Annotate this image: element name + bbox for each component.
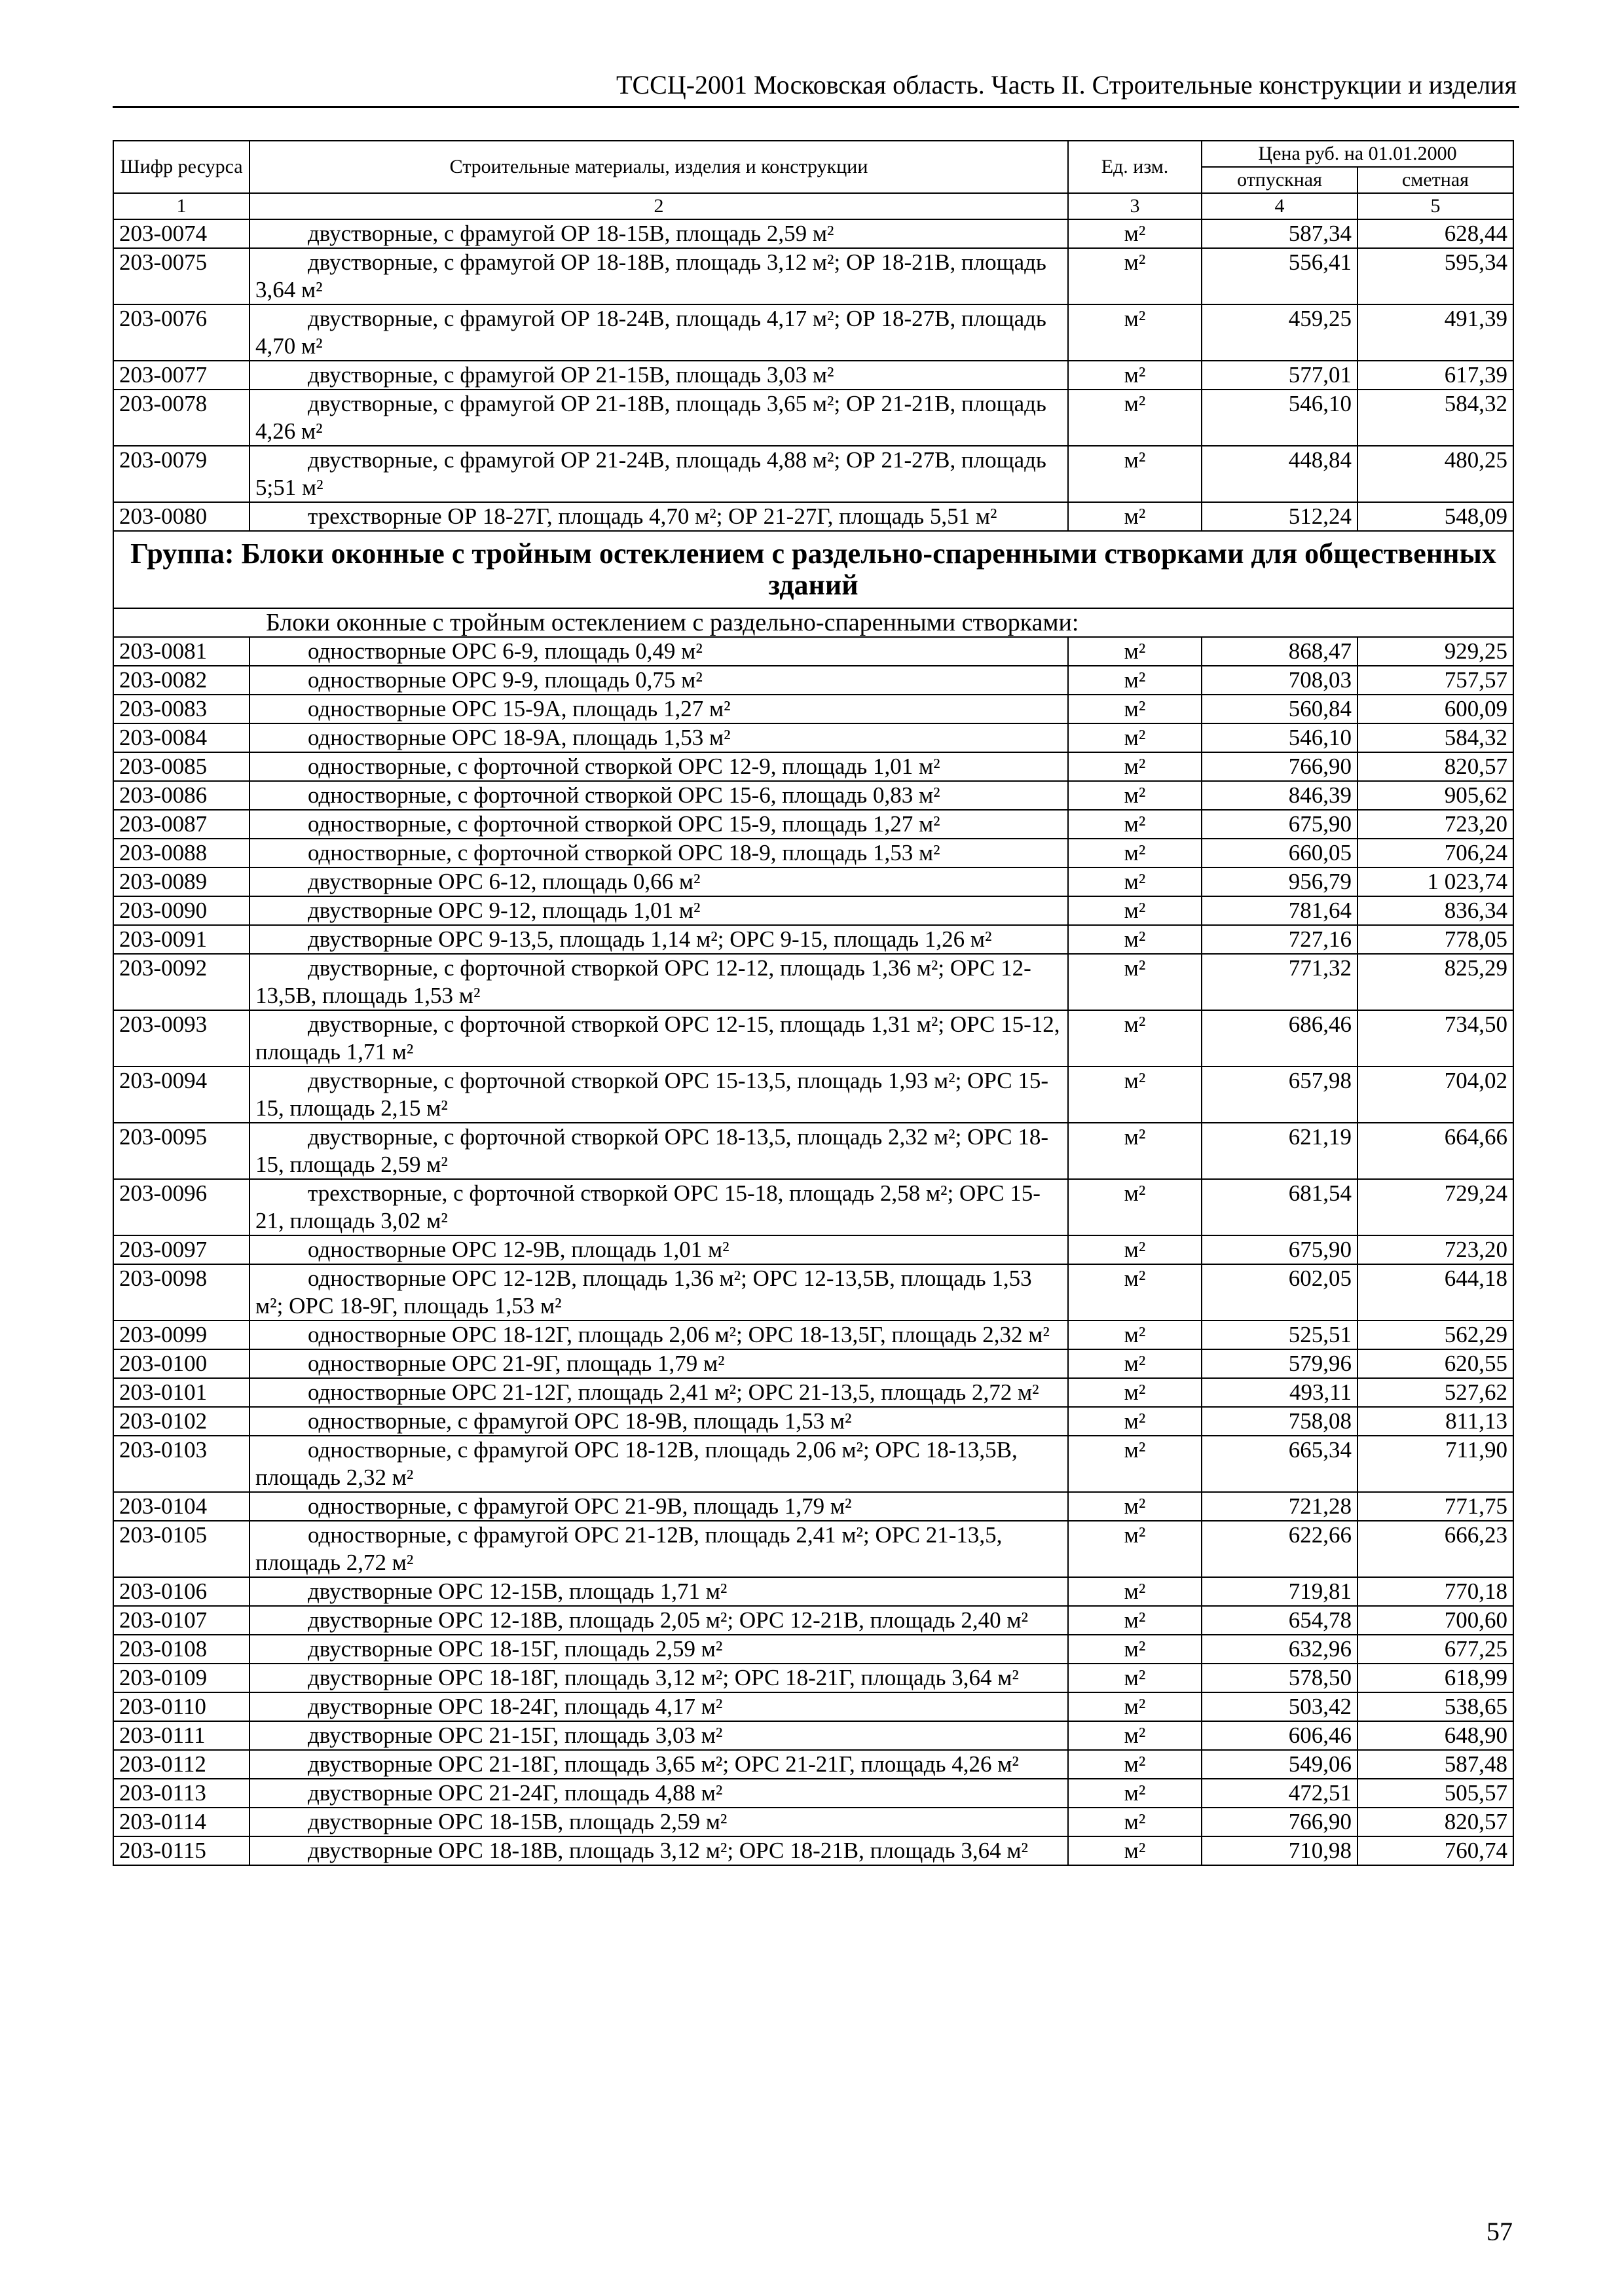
table-row: [113, 1321, 1513, 1349]
unit-cell: м²: [1068, 867, 1202, 896]
price-estimate: 704,02: [1357, 1066, 1513, 1123]
material-name: двустворные ОРС 18-18В, площадь 3,12 м²; ОРС 18-21В, площадь 3,64 м²: [249, 1836, 1068, 1865]
price-estimate: 562,29: [1357, 1321, 1513, 1349]
resource-code: 203-0093: [113, 1010, 249, 1066]
unit-cell: м²: [1068, 1692, 1202, 1721]
unit-cell: м²: [1068, 361, 1202, 390]
material-name: одностворные ОРС 21-9Г, площадь 1,79 м²: [249, 1349, 1068, 1378]
price-estimate: 1 023,74: [1357, 867, 1513, 896]
column-number: 1: [113, 193, 249, 219]
unit-cell: м²: [1068, 1635, 1202, 1664]
material-name: двустворные, с фрамугой ОР 21-24В, площадь 4,88 м²; ОР 21-27В, площадь 5;51 м²: [249, 446, 1068, 502]
price-estimate: 491,39: [1357, 304, 1513, 361]
resource-code: 203-0096: [113, 1179, 249, 1235]
unit-cell: м²: [1068, 1235, 1202, 1264]
material-name: двустворные, с фрамугой ОР 21-18В, площадь 3,65 м²; ОР 21-21В, площадь 4,26 м²: [249, 390, 1068, 446]
resource-code: 203-0106: [113, 1577, 249, 1606]
material-name: одностворные, с фрамугой ОРС 21-9В, площадь 1,79 м²: [249, 1492, 1068, 1521]
unit-cell: м²: [1068, 1066, 1202, 1123]
price-estimate: 778,05: [1357, 925, 1513, 954]
unit-cell: м²: [1068, 1179, 1202, 1235]
unit-cell: м²: [1068, 502, 1202, 531]
column-number: 4: [1202, 193, 1357, 219]
table-row: [113, 896, 1513, 925]
material-name: одностворные ОРС 6-9, площадь 0,49 м²: [249, 637, 1068, 666]
table-row: [113, 839, 1513, 867]
material-name: одностворные, с форточной створкой ОРС 12-9, площадь 1,01 м²: [249, 752, 1068, 781]
resource-code: 203-0078: [113, 390, 249, 446]
unit-cell: м²: [1068, 1123, 1202, 1179]
price-release: 727,16: [1202, 925, 1357, 954]
price-estimate: 929,25: [1357, 637, 1513, 666]
price-release: 868,47: [1202, 637, 1357, 666]
resource-code: 203-0081: [113, 637, 249, 666]
table-row: [113, 695, 1513, 723]
price-release: 493,11: [1202, 1378, 1357, 1407]
table-row: [113, 1179, 1513, 1235]
price-table: [113, 140, 1514, 1866]
price-release: 579,96: [1202, 1349, 1357, 1378]
subgroup-title: Блоки оконные с тройным остеклением с раздельно-спаренными створками:: [113, 608, 1513, 637]
material-name: двустворные ОРС 21-15Г, площадь 3,03 м²: [249, 1721, 1068, 1750]
material-name: двустворные ОРС 9-13,5, площадь 1,14 м²; ОРС 9-15, площадь 1,26 м²: [249, 925, 1068, 954]
table-row: [113, 446, 1513, 502]
unit-cell: м²: [1068, 839, 1202, 867]
table-body-bottom: [113, 637, 1513, 1865]
material-name: одностворные, с фрамугой ОРС 21-12В, площадь 2,41 м²; ОРС 21-13,5, площадь 2,72 м²: [249, 1521, 1068, 1577]
table-row: [113, 1436, 1513, 1492]
price-estimate: 757,57: [1357, 666, 1513, 695]
column-number: 2: [249, 193, 1068, 219]
resource-code: 203-0086: [113, 781, 249, 810]
table-row: [113, 390, 1513, 446]
material-name: двустворные, с фрамугой ОР 18-24В, площадь 4,17 м²; ОР 18-27В, площадь 4,70 м²: [249, 304, 1068, 361]
material-name: одностворные, с форточной створкой ОРС 15-9, площадь 1,27 м²: [249, 810, 1068, 839]
resource-code: 203-0107: [113, 1606, 249, 1635]
subgroup-row: [113, 608, 1513, 637]
table-row: [113, 1235, 1513, 1264]
unit-cell: м²: [1068, 1779, 1202, 1808]
resource-code: 203-0111: [113, 1721, 249, 1750]
price-estimate: 836,34: [1357, 896, 1513, 925]
material-name: двустворные, с фрамугой ОР 18-15В, площадь 2,59 м²: [249, 219, 1068, 248]
price-estimate: 548,09: [1357, 502, 1513, 531]
price-estimate: 628,44: [1357, 219, 1513, 248]
resource-code: 203-0079: [113, 446, 249, 502]
unit-cell: м²: [1068, 248, 1202, 304]
table-row: [113, 925, 1513, 954]
unit-cell: м²: [1068, 637, 1202, 666]
resource-code: 203-0102: [113, 1407, 249, 1436]
table-row: [113, 1521, 1513, 1577]
table-column-numbers: [113, 193, 1513, 219]
table-row: [113, 1779, 1513, 1808]
price-release: 681,54: [1202, 1179, 1357, 1235]
page-number: 57: [1486, 2217, 1513, 2246]
resource-code: 203-0089: [113, 867, 249, 896]
table-row: [113, 248, 1513, 304]
price-release: 503,42: [1202, 1692, 1357, 1721]
header-code: Шифр ресурса: [113, 141, 249, 193]
column-number: 5: [1357, 193, 1513, 219]
price-release: 766,90: [1202, 752, 1357, 781]
material-name: трехстворные, с форточной створкой ОРС 15-18, площадь 2,58 м²; ОРС 15-21, площадь 3,02 м²: [249, 1179, 1068, 1235]
resource-code: 203-0074: [113, 219, 249, 248]
table-row: [113, 1378, 1513, 1407]
resource-code: 203-0094: [113, 1066, 249, 1123]
resource-code: 203-0105: [113, 1521, 249, 1577]
table-row: [113, 1750, 1513, 1779]
price-estimate: 905,62: [1357, 781, 1513, 810]
header-price-estimate: сметная: [1357, 167, 1513, 193]
group-row: [113, 531, 1513, 608]
unit-cell: м²: [1068, 1349, 1202, 1378]
price-estimate: 820,57: [1357, 752, 1513, 781]
unit-cell: м²: [1068, 896, 1202, 925]
table-row: [113, 954, 1513, 1010]
unit-cell: м²: [1068, 666, 1202, 695]
resource-code: 203-0097: [113, 1235, 249, 1264]
price-release: 781,64: [1202, 896, 1357, 925]
material-name: двустворные ОРС 9-12, площадь 1,01 м²: [249, 896, 1068, 925]
table-row: [113, 1010, 1513, 1066]
group-title: Группа: Блоки оконные с тройным остеклением с раздельно-спаренными створками для общественных зданий: [113, 531, 1513, 608]
resource-code: 203-0104: [113, 1492, 249, 1521]
table-row: [113, 219, 1513, 248]
price-estimate: 584,32: [1357, 390, 1513, 446]
price-release: 606,46: [1202, 1721, 1357, 1750]
price-estimate: 480,25: [1357, 446, 1513, 502]
price-release: 525,51: [1202, 1321, 1357, 1349]
table-row: [113, 1836, 1513, 1865]
unit-cell: м²: [1068, 446, 1202, 502]
unit-cell: м²: [1068, 304, 1202, 361]
price-estimate: 595,34: [1357, 248, 1513, 304]
price-estimate: 770,18: [1357, 1577, 1513, 1606]
resource-code: 203-0092: [113, 954, 249, 1010]
unit-cell: м²: [1068, 1664, 1202, 1692]
price-release: 546,10: [1202, 390, 1357, 446]
table-row: [113, 1349, 1513, 1378]
table-row: [113, 867, 1513, 896]
unit-cell: м²: [1068, 1436, 1202, 1492]
price-release: 657,98: [1202, 1066, 1357, 1123]
unit-cell: м²: [1068, 1321, 1202, 1349]
table-row: [113, 1606, 1513, 1635]
material-name: двустворные, с форточной створкой ОРС 15-13,5, площадь 1,93 м²; ОРС 15-15, площадь 2,15 м²: [249, 1066, 1068, 1123]
table-row: [113, 1066, 1513, 1123]
table-row: [113, 361, 1513, 390]
table-row: [113, 502, 1513, 531]
price-release: 560,84: [1202, 695, 1357, 723]
price-estimate: 587,48: [1357, 1750, 1513, 1779]
unit-cell: м²: [1068, 1521, 1202, 1577]
resource-code: 203-0091: [113, 925, 249, 954]
resource-code: 203-0085: [113, 752, 249, 781]
resource-code: 203-0077: [113, 361, 249, 390]
unit-cell: м²: [1068, 1492, 1202, 1521]
unit-cell: м²: [1068, 1378, 1202, 1407]
resource-code: 203-0115: [113, 1836, 249, 1865]
header-name: Строительные материалы, изделия и конструкции: [249, 141, 1068, 193]
unit-cell: м²: [1068, 219, 1202, 248]
price-release: 660,05: [1202, 839, 1357, 867]
table-row: [113, 1808, 1513, 1836]
price-release: 549,06: [1202, 1750, 1357, 1779]
table-row: [113, 752, 1513, 781]
unit-cell: м²: [1068, 1577, 1202, 1606]
price-release: 675,90: [1202, 1235, 1357, 1264]
price-estimate: 527,62: [1357, 1378, 1513, 1407]
unit-cell: м²: [1068, 781, 1202, 810]
price-estimate: 617,39: [1357, 361, 1513, 390]
price-release: 577,01: [1202, 361, 1357, 390]
unit-cell: м²: [1068, 1010, 1202, 1066]
unit-cell: м²: [1068, 695, 1202, 723]
resource-code: 203-0084: [113, 723, 249, 752]
price-release: 758,08: [1202, 1407, 1357, 1436]
resource-code: 203-0098: [113, 1264, 249, 1321]
material-name: одностворные ОРС 21-12Г, площадь 2,41 м²; ОРС 21-13,5, площадь 2,72 м²: [249, 1378, 1068, 1407]
resource-code: 203-0103: [113, 1436, 249, 1492]
price-release: 654,78: [1202, 1606, 1357, 1635]
price-release: 546,10: [1202, 723, 1357, 752]
price-release: 622,66: [1202, 1521, 1357, 1577]
header-price-release: отпускная: [1202, 167, 1357, 193]
column-number: 3: [1068, 193, 1202, 219]
price-estimate: 825,29: [1357, 954, 1513, 1010]
price-release: 771,32: [1202, 954, 1357, 1010]
price-estimate: 723,20: [1357, 1235, 1513, 1264]
price-estimate: 620,55: [1357, 1349, 1513, 1378]
table-row: [113, 810, 1513, 839]
price-release: 846,39: [1202, 781, 1357, 810]
resource-code: 203-0090: [113, 896, 249, 925]
price-estimate: 820,57: [1357, 1808, 1513, 1836]
price-release: 587,34: [1202, 219, 1357, 248]
price-estimate: 811,13: [1357, 1407, 1513, 1436]
price-release: 556,41: [1202, 248, 1357, 304]
price-estimate: 760,74: [1357, 1836, 1513, 1865]
material-name: двустворные ОРС 18-24Г, площадь 4,17 м²: [249, 1692, 1068, 1721]
resource-code: 203-0114: [113, 1808, 249, 1836]
table-row: [113, 1492, 1513, 1521]
price-release: 708,03: [1202, 666, 1357, 695]
table-row: [113, 723, 1513, 752]
unit-cell: м²: [1068, 1606, 1202, 1635]
material-name: двустворные, с фрамугой ОР 18-18В, площадь 3,12 м²; ОР 18-21В, площадь 3,64 м²: [249, 248, 1068, 304]
table-header-row: [113, 141, 1513, 167]
material-name: трехстворные ОР 18-27Г, площадь 4,70 м²; ОР 21-27Г, площадь 5,51 м²: [249, 502, 1068, 531]
unit-cell: м²: [1068, 1264, 1202, 1321]
price-estimate: 505,57: [1357, 1779, 1513, 1808]
resource-code: 203-0113: [113, 1779, 249, 1808]
unit-cell: м²: [1068, 954, 1202, 1010]
material-name: одностворные ОРС 12-12В, площадь 1,36 м²; ОРС 12-13,5В, площадь 1,53 м²; ОРС 18-9Г, площадь 1,53 м²: [249, 1264, 1068, 1321]
price-release: 512,24: [1202, 502, 1357, 531]
resource-code: 203-0100: [113, 1349, 249, 1378]
unit-cell: м²: [1068, 1836, 1202, 1865]
material-name: одностворные, с форточной створкой ОРС 18-9, площадь 1,53 м²: [249, 839, 1068, 867]
resource-code: 203-0080: [113, 502, 249, 531]
table-body-top: [113, 219, 1513, 531]
material-name: одностворные ОРС 18-12Г, площадь 2,06 м²; ОРС 18-13,5Г, площадь 2,32 м²: [249, 1321, 1068, 1349]
material-name: одностворные ОРС 18-9А, площадь 1,53 м²: [249, 723, 1068, 752]
price-release: 686,46: [1202, 1010, 1357, 1066]
resource-code: 203-0087: [113, 810, 249, 839]
resource-code: 203-0101: [113, 1378, 249, 1407]
resource-code: 203-0110: [113, 1692, 249, 1721]
table-row: [113, 1692, 1513, 1721]
price-estimate: 700,60: [1357, 1606, 1513, 1635]
unit-cell: м²: [1068, 723, 1202, 752]
table-row: [113, 1264, 1513, 1321]
table-row: [113, 1407, 1513, 1436]
price-estimate: 729,24: [1357, 1179, 1513, 1235]
unit-cell: м²: [1068, 1721, 1202, 1750]
price-release: 632,96: [1202, 1635, 1357, 1664]
price-release: 665,34: [1202, 1436, 1357, 1492]
material-name: двустворные, с форточной створкой ОРС 12-12, площадь 1,36 м²; ОРС 12-13,5В, площадь 1,53 м²: [249, 954, 1068, 1010]
price-release: 602,05: [1202, 1264, 1357, 1321]
resource-code: 203-0099: [113, 1321, 249, 1349]
material-name: двустворные ОРС 12-18В, площадь 2,05 м²; ОРС 12-21В, площадь 2,40 м²: [249, 1606, 1068, 1635]
material-name: одностворные, с фрамугой ОРС 18-12В, площадь 2,06 м²; ОРС 18-13,5В, площадь 2,32 м²: [249, 1436, 1068, 1492]
table-row: [113, 1635, 1513, 1664]
price-estimate: 664,66: [1357, 1123, 1513, 1179]
price-estimate: 538,65: [1357, 1692, 1513, 1721]
price-release: 956,79: [1202, 867, 1357, 896]
page-header: [113, 68, 1519, 108]
price-release: 675,90: [1202, 810, 1357, 839]
price-release: 719,81: [1202, 1577, 1357, 1606]
table-row: [113, 1577, 1513, 1606]
resource-code: 203-0112: [113, 1750, 249, 1779]
unit-cell: м²: [1068, 1407, 1202, 1436]
table-row: [113, 637, 1513, 666]
header-unit: Ед. изм.: [1068, 141, 1202, 193]
price-release: 472,51: [1202, 1779, 1357, 1808]
material-name: одностворные ОРС 9-9, площадь 0,75 м²: [249, 666, 1068, 695]
price-estimate: 644,18: [1357, 1264, 1513, 1321]
material-name: одностворные ОРС 12-9В, площадь 1,01 м²: [249, 1235, 1068, 1264]
price-release: 710,98: [1202, 1836, 1357, 1865]
price-estimate: 771,75: [1357, 1492, 1513, 1521]
unit-cell: м²: [1068, 1808, 1202, 1836]
price-release: 621,19: [1202, 1123, 1357, 1179]
resource-code: 203-0095: [113, 1123, 249, 1179]
price-estimate: 711,90: [1357, 1436, 1513, 1492]
price-release: 578,50: [1202, 1664, 1357, 1692]
price-estimate: 723,20: [1357, 810, 1513, 839]
group-section: [113, 531, 1513, 637]
price-release: 448,84: [1202, 446, 1357, 502]
header-price: Цена руб. на 01.01.2000: [1202, 141, 1513, 167]
material-name: одностворные ОРС 15-9А, площадь 1,27 м²: [249, 695, 1068, 723]
material-name: двустворные ОРС 21-24Г, площадь 4,88 м²: [249, 1779, 1068, 1808]
material-name: одностворные, с фрамугой ОРС 18-9В, площадь 1,53 м²: [249, 1407, 1068, 1436]
material-name: двустворные, с форточной створкой ОРС 12-15, площадь 1,31 м²; ОРС 15-12, площадь 1,71 м²: [249, 1010, 1068, 1066]
material-name: двустворные ОРС 18-15В, площадь 2,59 м²: [249, 1808, 1068, 1836]
material-name: двустворные ОРС 6-12, площадь 0,66 м²: [249, 867, 1068, 896]
price-estimate: 648,90: [1357, 1721, 1513, 1750]
material-name: двустворные ОРС 21-18Г, площадь 3,65 м²; ОРС 21-21Г, площадь 4,26 м²: [249, 1750, 1068, 1779]
material-name: одностворные, с форточной створкой ОРС 15-6, площадь 0,83 м²: [249, 781, 1068, 810]
material-name: двустворные, с форточной створкой ОРС 18-13,5, площадь 2,32 м²; ОРС 18-15, площадь 2,59 м²: [249, 1123, 1068, 1179]
resource-code: 203-0088: [113, 839, 249, 867]
resource-code: 203-0083: [113, 695, 249, 723]
resource-code: 203-0108: [113, 1635, 249, 1664]
table-row: [113, 1664, 1513, 1692]
unit-cell: м²: [1068, 810, 1202, 839]
unit-cell: м²: [1068, 1750, 1202, 1779]
resource-code: 203-0082: [113, 666, 249, 695]
price-release: 459,25: [1202, 304, 1357, 361]
resource-code: 203-0076: [113, 304, 249, 361]
price-estimate: 706,24: [1357, 839, 1513, 867]
table-row: [113, 1721, 1513, 1750]
table-row: [113, 1123, 1513, 1179]
price-estimate: 734,50: [1357, 1010, 1513, 1066]
page-title: ТССЦ-2001 Московская область. Часть II. Строительные конструкции и изделия: [616, 70, 1517, 100]
price-release: 766,90: [1202, 1808, 1357, 1836]
resource-code: 203-0075: [113, 248, 249, 304]
price-estimate: 584,32: [1357, 723, 1513, 752]
price-estimate: 600,09: [1357, 695, 1513, 723]
unit-cell: м²: [1068, 752, 1202, 781]
material-name: двустворные ОРС 12-15В, площадь 1,71 м²: [249, 1577, 1068, 1606]
price-estimate: 677,25: [1357, 1635, 1513, 1664]
price-release: 721,28: [1202, 1492, 1357, 1521]
material-name: двустворные ОРС 18-18Г, площадь 3,12 м²; ОРС 18-21Г, площадь 3,64 м²: [249, 1664, 1068, 1692]
resource-code: 203-0109: [113, 1664, 249, 1692]
unit-cell: м²: [1068, 390, 1202, 446]
table-row: [113, 304, 1513, 361]
material-name: двустворные ОРС 18-15Г, площадь 2,59 м²: [249, 1635, 1068, 1664]
unit-cell: м²: [1068, 925, 1202, 954]
price-estimate: 666,23: [1357, 1521, 1513, 1577]
material-name: двустворные, с фрамугой ОР 21-15В, площадь 3,03 м²: [249, 361, 1068, 390]
price-estimate: 618,99: [1357, 1664, 1513, 1692]
table-row: [113, 781, 1513, 810]
table-row: [113, 666, 1513, 695]
